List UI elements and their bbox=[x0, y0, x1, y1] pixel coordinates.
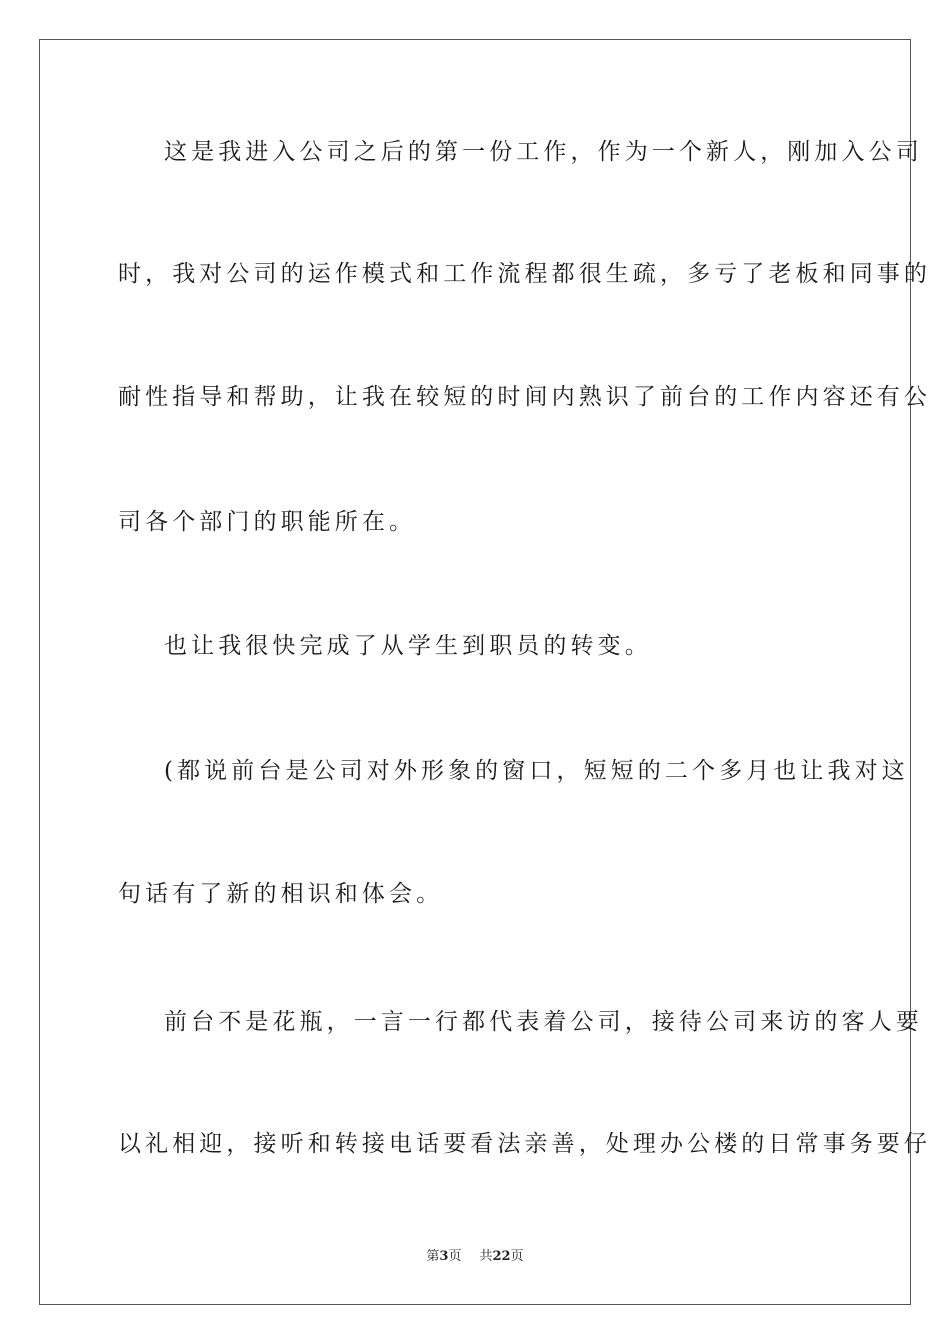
total-suffix: 页 bbox=[510, 1249, 524, 1264]
page-prefix: 第 bbox=[426, 1249, 440, 1264]
paragraph-4-line-1: 前台不是花瓶，一言一行都代表着公司，接待公司来访的客人要 bbox=[164, 1009, 923, 1035]
page-suffix: 页 bbox=[448, 1249, 462, 1264]
paragraph-3-line-1: (都说前台是公司对外形象的窗口，短短的二个多月也让我对这 bbox=[164, 758, 909, 784]
paragraph-1-line-3: 耐性指导和帮助，让我在较短的时间内熟识了前台的工作内容还有公 bbox=[118, 384, 931, 410]
page-number: 3 bbox=[439, 1249, 449, 1264]
paragraph-1-line-2: 时，我对公司的运作模式和工作流程都很生疏，多亏了老板和同事的 bbox=[118, 261, 931, 287]
paragraph-4-line-2: 以礼相迎，接听和转接电话要看法亲善，处理办公楼的日常事务要仔 bbox=[118, 1131, 931, 1157]
paragraph-3-line-2: 句话有了新的相识和体会。 bbox=[118, 881, 444, 907]
paragraph-1-line-1: 这是我进入公司之后的第一份工作，作为一个新人，刚加入公司 bbox=[164, 139, 923, 165]
total-pages: 22 bbox=[492, 1249, 511, 1264]
paragraph-1-line-4: 司各个部门的职能所在。 bbox=[118, 509, 417, 535]
paragraph-2-line-1: 也让我很快完成了从学生到职员的转变。 bbox=[164, 633, 652, 659]
total-prefix: 共 bbox=[479, 1249, 493, 1264]
page-border bbox=[39, 39, 931, 1305]
page-footer bbox=[0, 1248, 950, 1266]
